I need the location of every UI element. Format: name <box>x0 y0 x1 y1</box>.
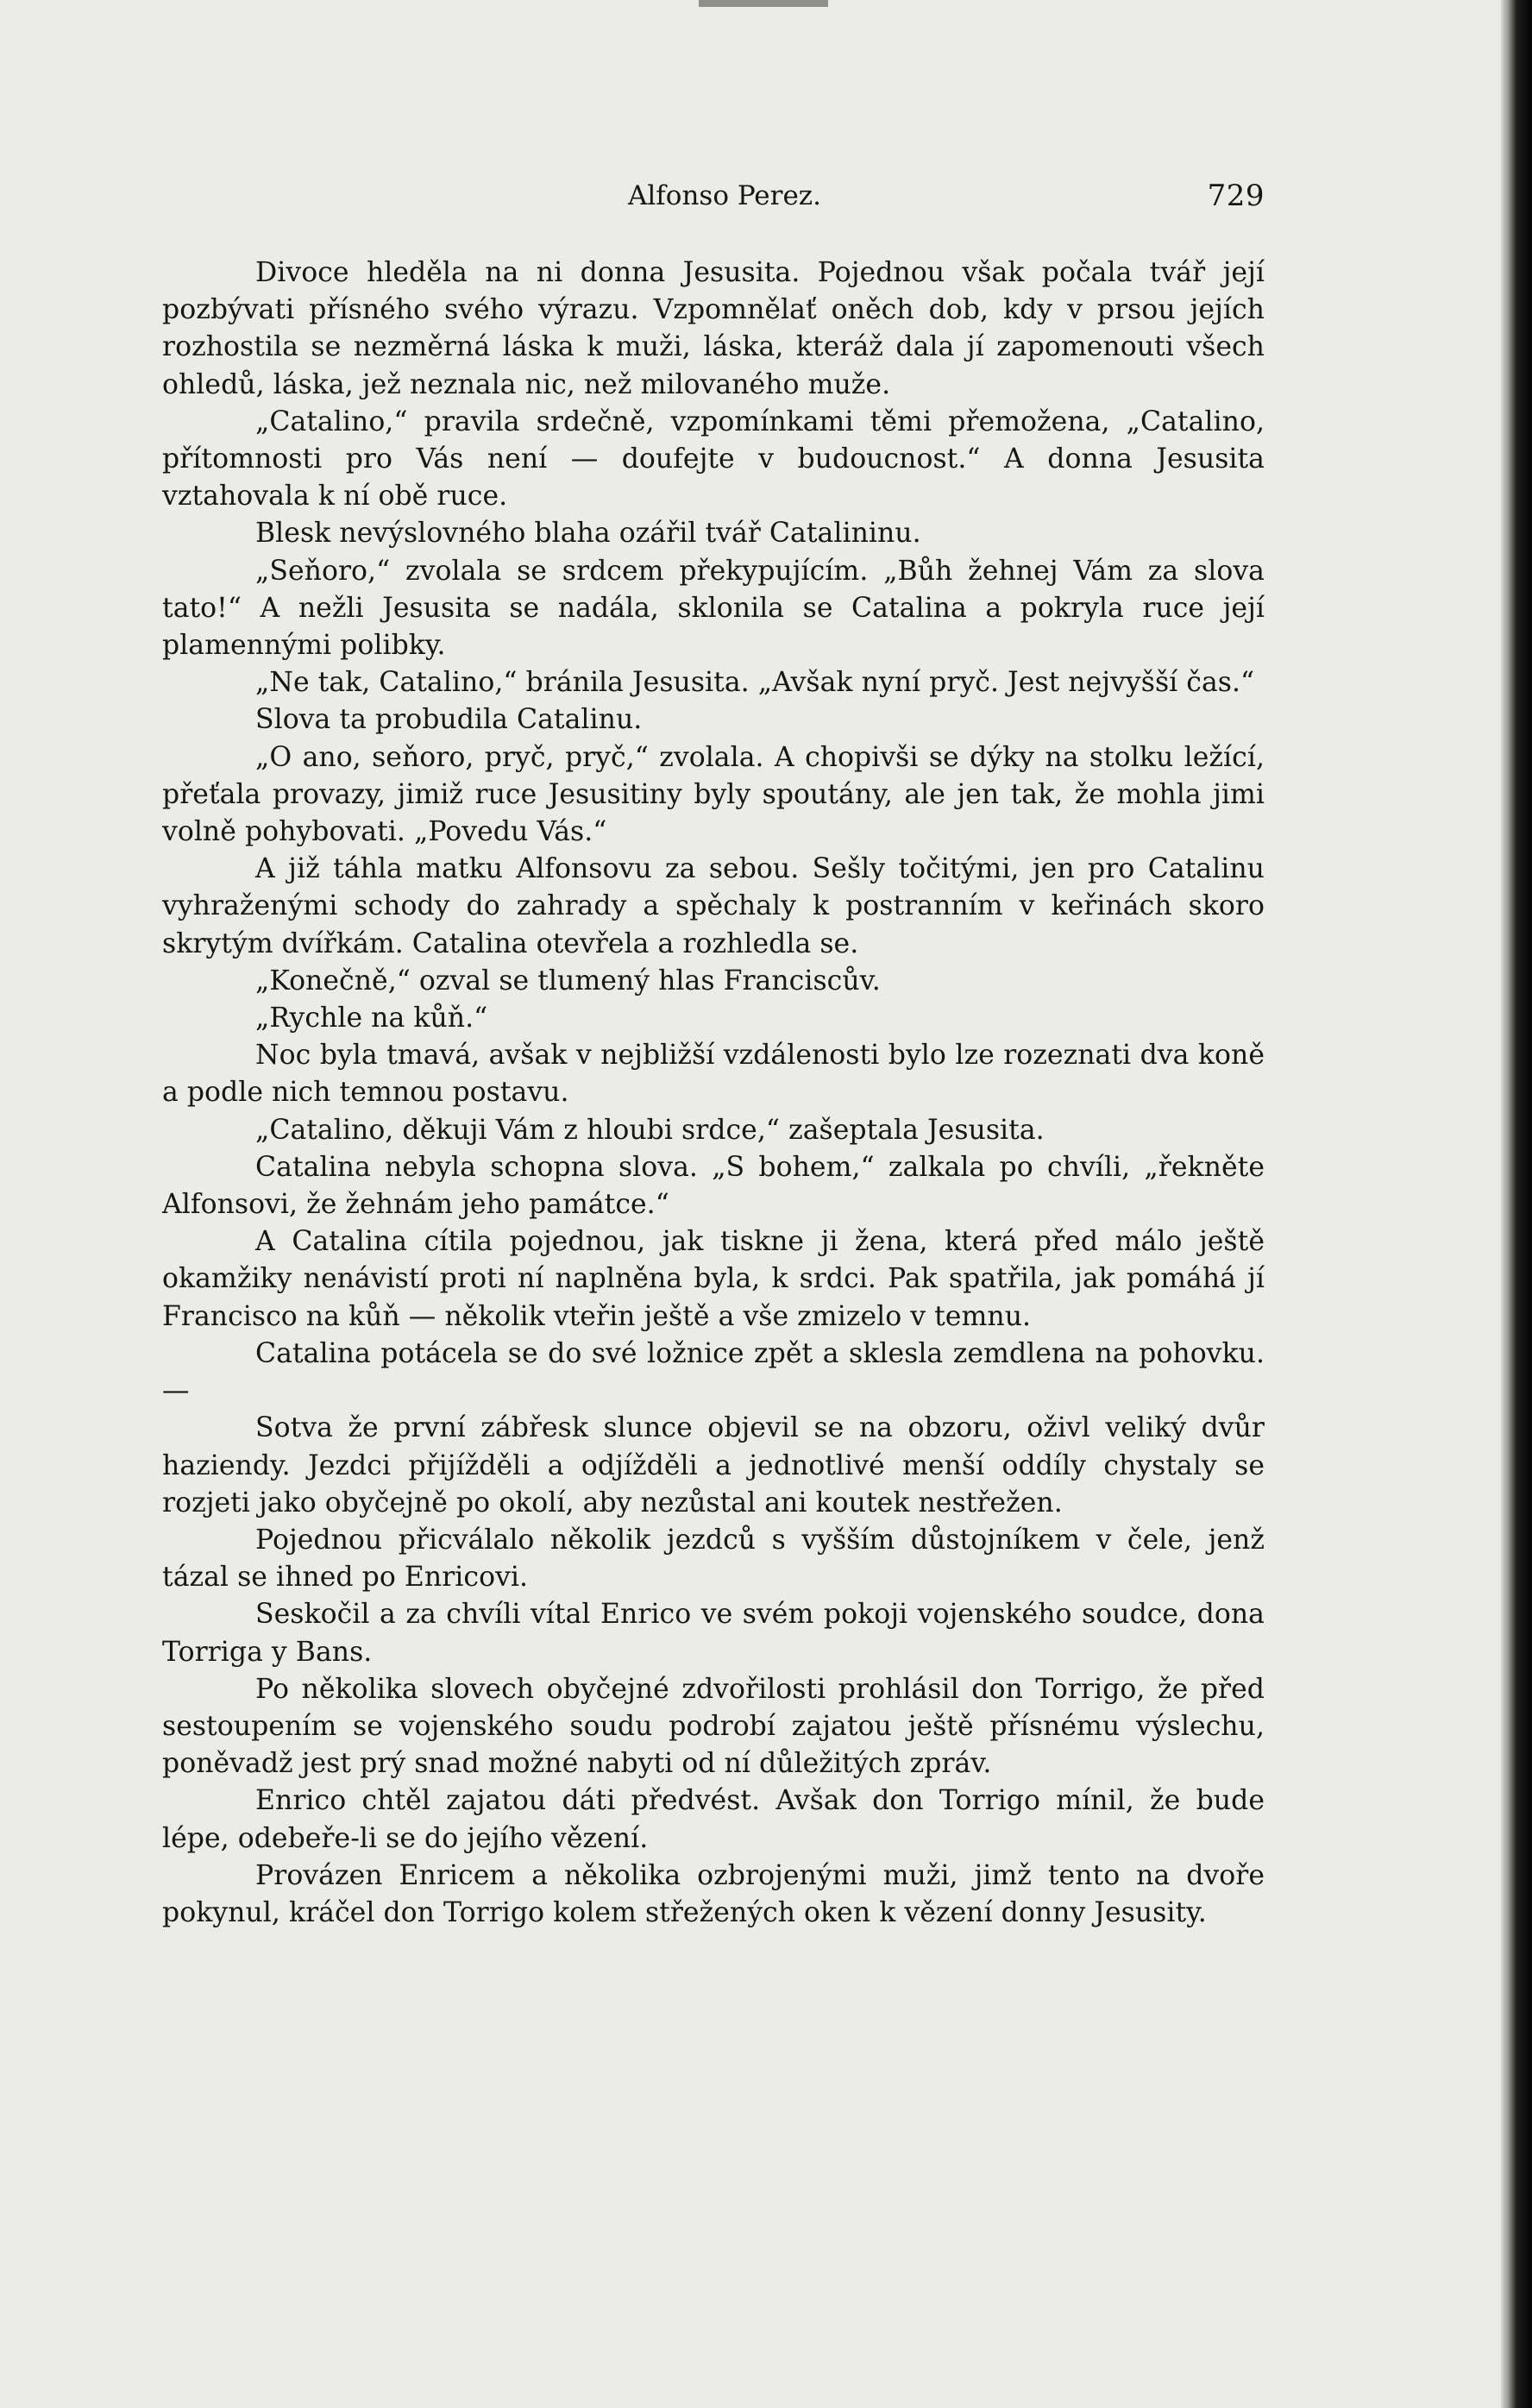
paragraph: A Catalina cítila pojednou, jak tiskne ji žena, která před málo ještě okamžiky nenávistí proti ní naplněna byla, k srdci. Pak spatřila, jak pomáhá jí Francisco na kůň — několik vteřin ještě a vše zmizelo v temnu. <box>162 1226 1265 1332</box>
paragraph: „Seňoro,“ zvolala se srdcem překypujícím. „Bůh žehnej Vám za slova tato!“ A nežli Jesusita se nadála, sklonila se Catalina a pokryla ruce její plamennými polibky. <box>162 555 1265 662</box>
page-number: 729 <box>1207 179 1265 213</box>
paragraph: „Ne tak, Catalino,“ bránila Jesusita. „Avšak nyní pryč. Jest nejvyšší čas.“ <box>255 667 1255 699</box>
book-spine-shadow <box>1501 0 1532 2408</box>
paragraph: „Catalino,“ pravila srdečně, vzpomínkami těmi přemožena, „Catalino, přítomnosti pro Vás není — doufejte v budoucnost.“ A donna Jesusita vztahovala k ní obě ruce. <box>162 406 1265 512</box>
page-header <box>162 175 1265 217</box>
running-title: Alfonso Perez. <box>628 180 821 211</box>
paragraph: Divoce hleděla na ni donna Jesusita. Pojednou však počala tvář její pozbývati přísného svého výrazu. Vzpomnělať oněch dob, kdy v prsou jejích rozhostila se nezměrná láska k muži, láska, kteráž dala jí zapomenouti všech ohledů, láska, jež neznala nic, než milovaného muže. <box>162 257 1265 400</box>
paragraph: Pojednou přicválalo několik jezdců s vyšším důstojníkem v čele, jenž tázal se ihned po Enricovi. <box>162 1524 1265 1594</box>
paragraph: Catalina nebyla schopna slova. „S bohem,“ zalkala po chvíli, „řekněte Alfonsovi, že žehnám jeho památce.“ <box>162 1151 1265 1221</box>
paragraph: Blesk nevýslovného blaha ozářil tvář Catalininu. <box>255 518 921 550</box>
chapter-text <box>162 255 1265 1932</box>
paragraph: Sotva že první zábřesk slunce objevil se na obzoru, oživl veliký dvůr haziendy. Jezdci přijížděli a odjížděli a jednotlivé menší oddíly chystaly se rozjeti jako obyčejně po okolí, aby nezůstal ani koutek nestřežen. <box>162 1412 1265 1518</box>
paragraph: „Rychle na kůň.“ <box>255 1003 488 1034</box>
paragraph: Seskočil a za chvíli vítal Enrico ve svém pokoji vojenského soudce, dona Torriga y Bans. <box>162 1599 1265 1668</box>
paragraph: „Konečně,“ ozval se tlumený hlas Franciscův. <box>255 965 881 997</box>
scan-edge-mark <box>699 0 828 7</box>
paragraph: „O ano, seňoro, pryč, pryč,“ zvolala. A chopivši se dýky na stolku ležící, přeťala provazy, jimiž ruce Jesusitiny byly spoutány, ale jen tak, že mohla jimi volně pohybovati. „Povedu Vás.“ <box>162 741 1265 848</box>
paragraph: „Catalino, děkuji Vám z hloubi srdce,“ zašeptala Jesusita. <box>255 1114 1045 1146</box>
paragraph: Slova ta probudila Catalinu. <box>255 704 643 736</box>
paragraph: Provázen Enricem a několika ozbrojenými muži, jimž tento na dvoře pokynul, kráčel don Torrigo kolem střežených oken k vězení donny Jesusity. <box>162 1859 1265 1928</box>
paragraph: Noc byla tmavá, avšak v nejbližší vzdálenosti bylo lze rozeznati dva koně a podle nich temnou postavu. <box>162 1040 1265 1109</box>
paragraph: A již táhla matku Alfonsovu za sebou. Sešly točitými, jen pro Catalinu vyhraženými schody do zahrady a spěchaly k postranním v keřinách skoro skrytým dvířkám. Catalina otevřela a rozhledla se. <box>162 853 1265 959</box>
paragraph: Po několika slovech obyčejné zdvořilosti prohlásil don Torrigo, že před sestoupením se vojenského soudu podrobí zajatou ještě přísnému výslechu, poněvadž jest prý snad možné nabyti od ní důležitých zpráv. <box>162 1673 1265 1780</box>
paragraph: Catalina potácela se do své ložnice zpět a sklesla zemdlena na pohovku. — <box>162 1337 1265 1407</box>
paragraph: Enrico chtěl zajatou dáti předvést. Avšak don Torrigo mínil, že bude lépe, odebeře-li se do jejího vězení. <box>162 1785 1265 1854</box>
